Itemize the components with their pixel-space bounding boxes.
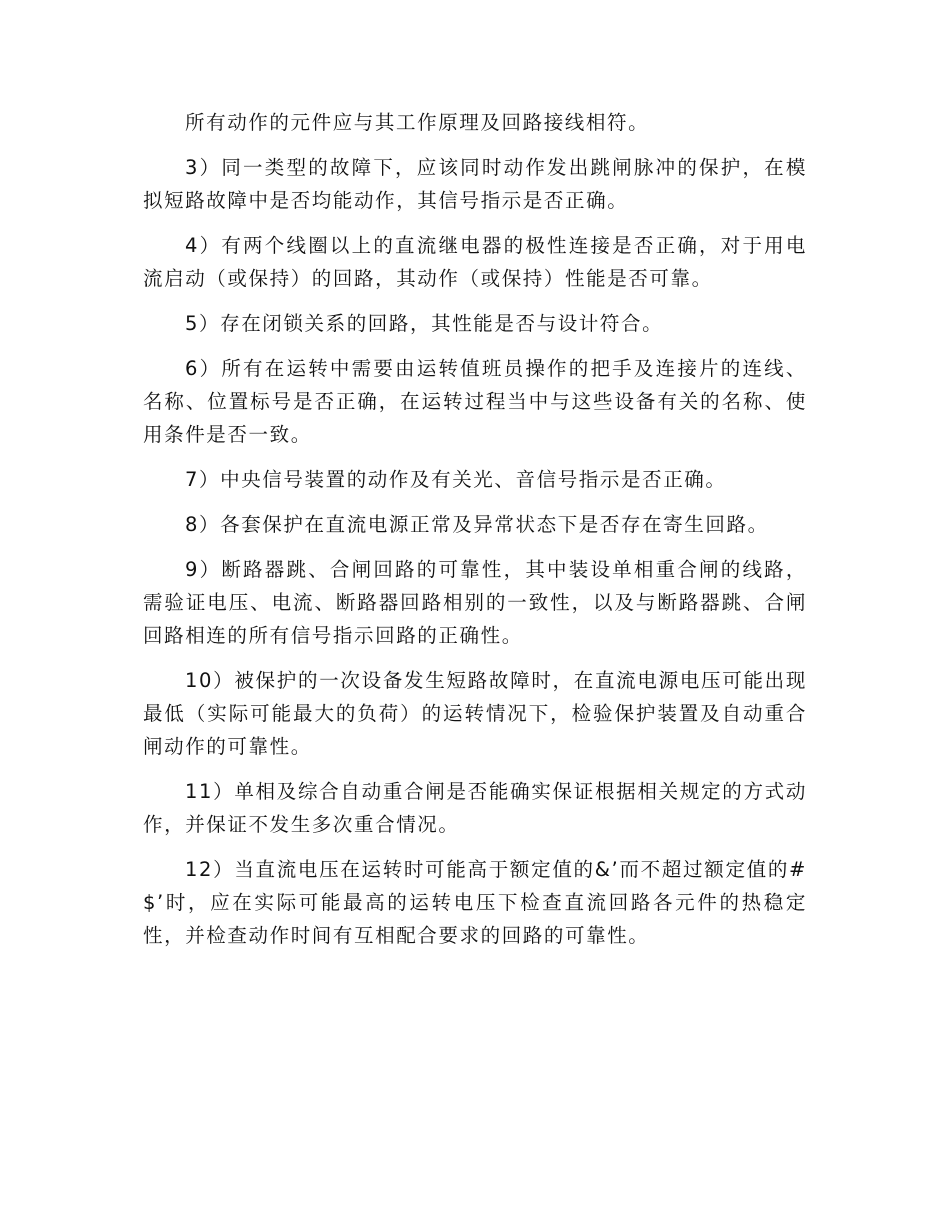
- paragraph-item-4: 4）有两个线圈以上的直流继电器的极性连接是否正确，对于用电流启动（或保持）的回路，其动作（或保持）性能是否可靠。: [143, 234, 807, 290]
- paragraph-item-8: 8）各套保护在直流电源正常及异常状态下是否存在寄生回路。: [185, 513, 769, 536]
- paragraph-item-10: 10）被保护的一次设备发生短路故障时，在直流电源电压可能出现最低（实际可能最大的负荷）的运转情况下，检验保护装置及自动重合闸动作的可靠性。: [143, 669, 807, 758]
- paragraph-item-12: 12）当直流电压在运转时可能高于额定值的&’而不超过额定值的#$’时，应在实际可能最高的运转电压下检查直流回路各元件的热稳定性，并检查动作时间有互相配合要求的回路的可靠性。: [143, 858, 807, 947]
- paragraph-item-6: 6）所有在运转中需要由运转值班员操作的把手及连接片的连线、名称、位置标号是否正确，在运转过程当中与这些设备有关的名称、使用条件是否一致。: [143, 357, 807, 446]
- paragraph-item-3: 3）同一类型的故障下，应该同时动作发出跳闸脉冲的保护，在模拟短路故障中是否均能动作，其信号指示是否正确。: [143, 156, 807, 212]
- paragraph-item-11: 11）单相及综合自动重合闸是否能确实保证根据相关规定的方式动作，并保证不发生多次重合情况。: [143, 780, 807, 836]
- paragraph-continuation: 所有动作的元件应与其工作原理及回路接线相符。: [185, 111, 650, 134]
- document-body: [143, 106, 807, 964]
- paragraph-item-5: 5）存在闭锁关系的回路，其性能是否与设计符合。: [185, 312, 664, 335]
- paragraph-item-9: 9）断路器跳、合闸回路的可靠性，其中装设单相重合闸的线路，需验证电压、电流、断路器回路相别的一致性，以及与断路器跳、合闸回路相连的所有信号指示回路的正确性。: [143, 558, 807, 647]
- paragraph-item-7: 7）中央信号装置的动作及有关光、音信号指示是否正确。: [185, 468, 727, 491]
